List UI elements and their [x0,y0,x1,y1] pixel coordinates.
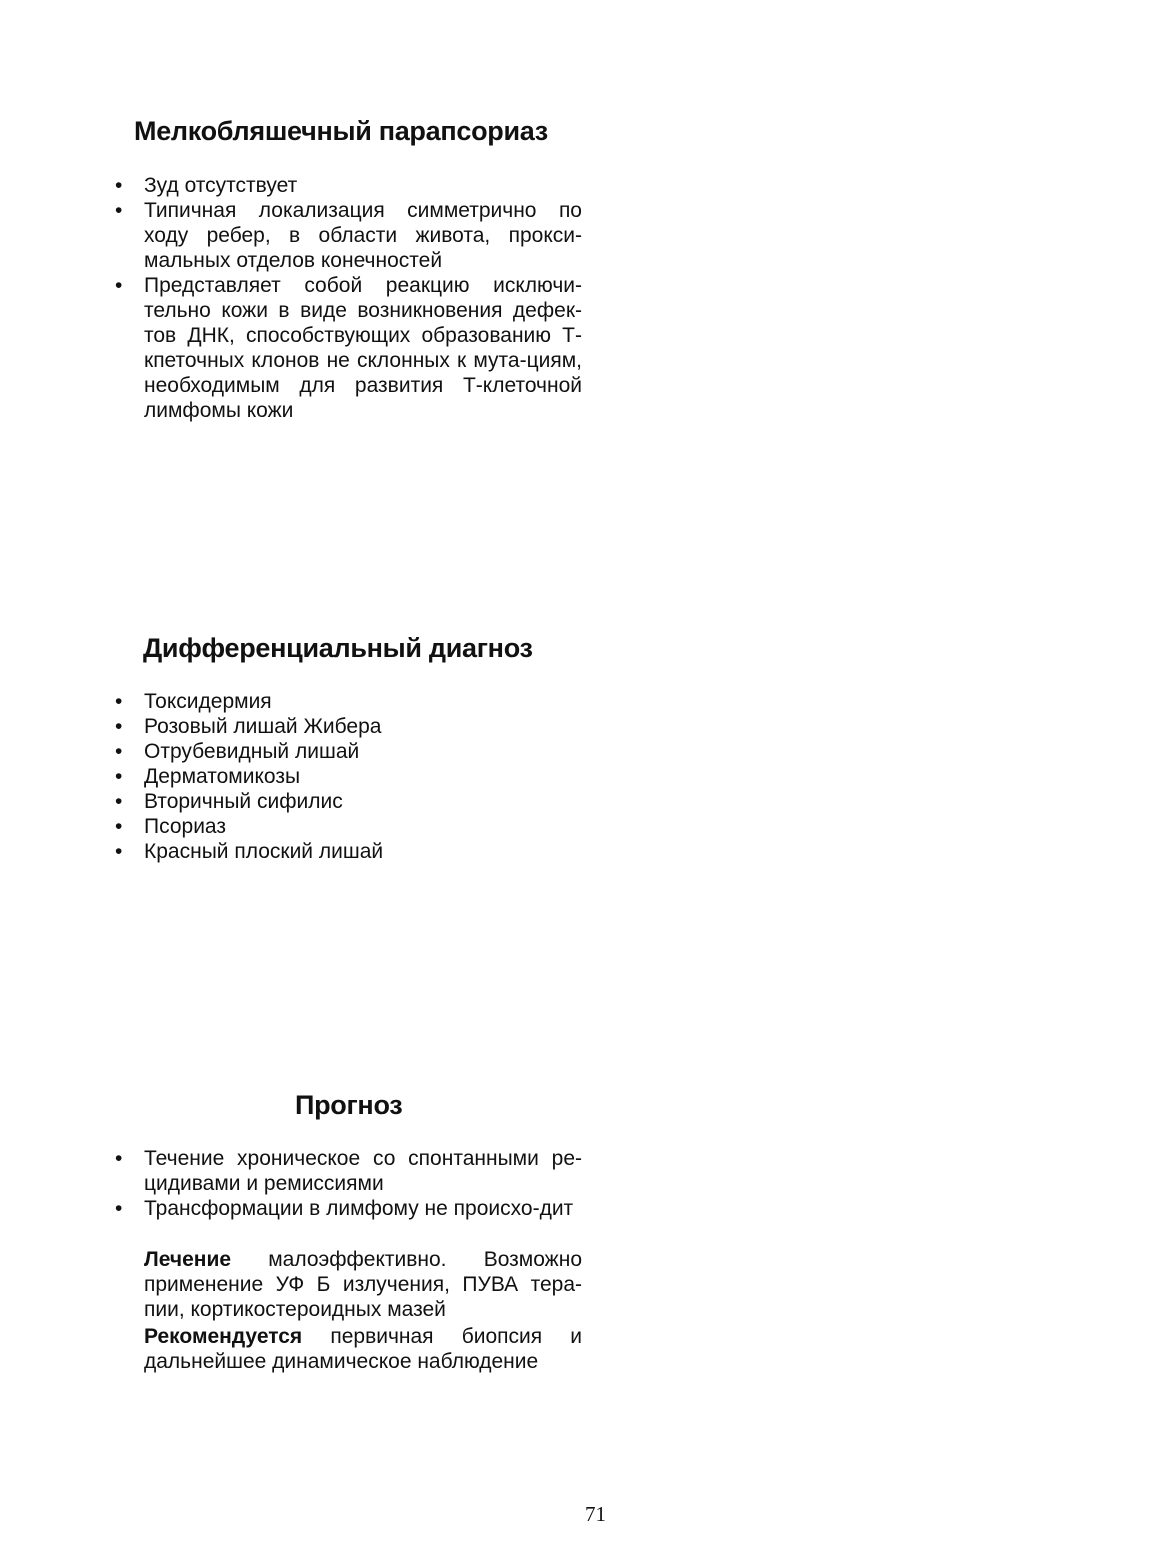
section-title-prognosis: Прогноз [295,1090,403,1120]
list-item: • Течение хроническое со спонтанными ре-цидивами и ремиссиями [115,1146,582,1196]
list-item: • Типичная локализация симметрично по ходу ребер, в области живота, прокси-мальных отделов конечностей [115,198,582,273]
treatment-text: малоэффективно. Возможно применение УФ Б излучения, ПУВА тера-пии, кортикостероидных мазей [144,1248,582,1321]
parapsoriasis-list [115,173,582,423]
list-item: • Красный плоский лишай [115,839,582,864]
page-number: 71 [585,1502,606,1526]
differential-list [115,689,582,864]
section-title-parapsoriasis: Мелкобляшечный парапсориаз [134,116,548,146]
list-item: • Вторичный сифилис [115,789,582,814]
prognosis-list [115,1146,582,1221]
recommendation-text: первичная биопсия и дальнейшее динамическое наблюдение [144,1325,582,1373]
list-item: • Токсидермия [115,689,582,714]
list-item: • Псориаз [115,814,582,839]
list-item: • Розовый лишай Жибера [115,714,582,739]
list-item: • Представляет собой реакцию исключи-тельно кожи в виде возникновения дефек-тов ДНК, способствующих образованию Т-кпеточных клонов не склонных к мута-циям, необходимым для развития Т-клеточной лимфомы кожи [115,273,582,423]
recommendation-paragraph [144,1324,582,1374]
list-item: • Трансформации в лимфому не происхо-дит [115,1196,582,1221]
section-title-differential: Дифференциальный диагноз [143,633,533,663]
treatment-paragraph [144,1247,582,1322]
list-item: • Отрубевидный лишай [115,739,582,764]
treatment-label: Лечение [144,1248,232,1271]
list-item: • Зуд отсутствует [115,173,582,198]
recommendation-label: Рекомендуется [144,1325,303,1348]
list-item: • Дерматомикозы [115,764,582,789]
